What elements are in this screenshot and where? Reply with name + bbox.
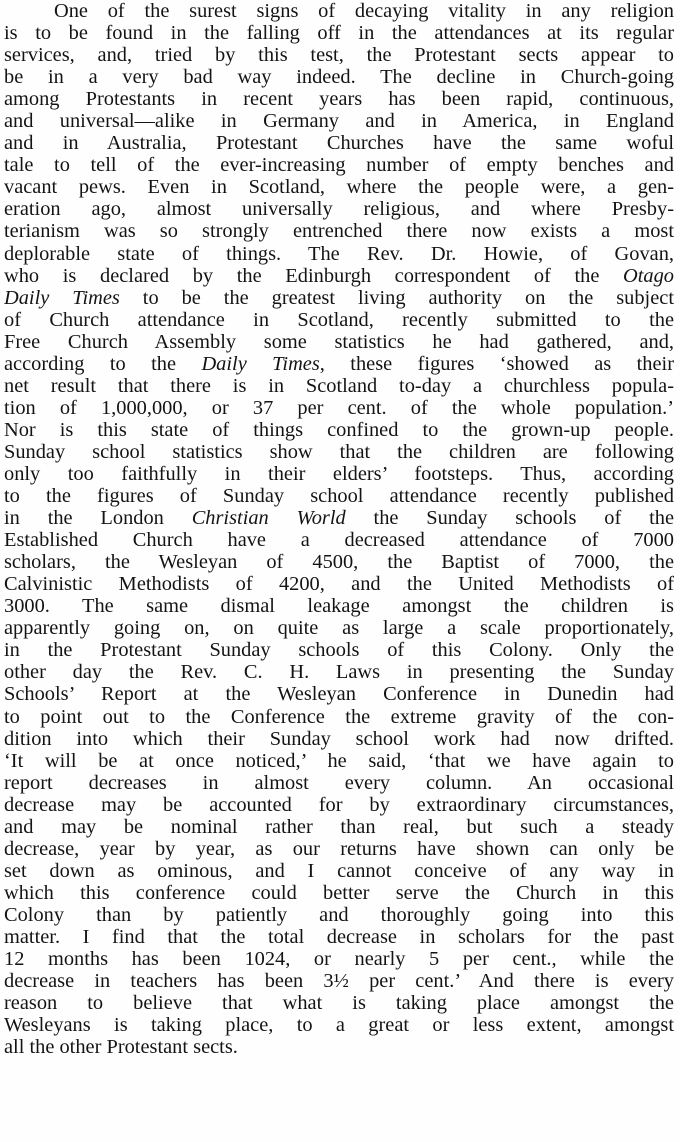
text-segment: to point out to the Conference the extreme gravity of the con- xyxy=(4,705,674,728)
text-line xyxy=(4,485,674,507)
text-segment: report decreases in almost every column. An occasional xyxy=(4,771,674,794)
text-segment: to the figures of Sunday school attendance recently published xyxy=(4,485,674,508)
text-segment: is to be found in the falling off in the attendances at its regular xyxy=(4,22,674,45)
text-segment: deplorable state of things. The Rev. Dr. Howie, of Govan, xyxy=(4,242,674,265)
text-segment: be in a very bad way indeed. The decline in Church-going xyxy=(4,66,674,89)
text-segment: 3000. The same dismal leakage amongst the children is xyxy=(4,595,674,618)
text-line xyxy=(4,1014,674,1036)
text-segment: the Sunday schools of the xyxy=(345,507,674,530)
text-segment: apparently going on, on quite as large a scale proportionately, xyxy=(4,617,674,640)
text-segment: in the Protestant Sunday schools of this Colony. Only the xyxy=(4,639,674,662)
text-segment: and may be nominal rather than real, but such a steady xyxy=(4,815,674,838)
text-line xyxy=(4,970,674,992)
text-segment: matter. I find that the total decrease in scholars for the past xyxy=(4,925,674,948)
text-line xyxy=(4,110,674,132)
text-segment: decrease in teachers has been 3½ per cent.’ And there is every xyxy=(4,970,674,993)
text-line xyxy=(4,88,674,110)
text-line xyxy=(4,132,674,154)
text-line xyxy=(4,595,674,617)
italic-title: Daily Times xyxy=(4,286,120,309)
text-segment: scholars, the Wesleyan of 4500, the Baptist of 7000, the xyxy=(4,551,674,574)
text-line xyxy=(4,706,674,728)
article-body xyxy=(4,0,674,1058)
text-line xyxy=(4,661,674,683)
text-segment: services, and, tried by this test, the Protestant sects appear to xyxy=(4,44,674,67)
text-line xyxy=(4,772,674,794)
text-line xyxy=(4,816,674,838)
text-segment: Wesleyans is taking place, to a great or less extent, amongst xyxy=(4,1014,674,1037)
text-segment: according to the xyxy=(4,352,202,375)
text-line xyxy=(4,220,674,242)
text-line xyxy=(4,287,674,309)
text-line xyxy=(4,463,674,485)
text-line xyxy=(4,926,674,948)
text-segment: decrease may be accounted for by extraordinary circumstances, xyxy=(4,793,674,816)
text-segment: reason to believe that what is taking place amongst the xyxy=(4,992,674,1015)
text-segment: ‘It will be at once noticed,’ he said, ‘that we have again to xyxy=(4,749,674,772)
text-line xyxy=(4,176,674,198)
text-line xyxy=(4,728,674,750)
text-segment: and universal—alike in Germany and in America, in England xyxy=(4,110,674,133)
text-segment: only too faithfully in their elders’ footsteps. Thus, according xyxy=(4,462,674,485)
text-line xyxy=(4,375,674,397)
text-segment: all the other Protestant sects. xyxy=(4,1036,238,1059)
text-segment: Calvinistic Methodists of 4200, and the United Methodists of xyxy=(4,573,674,596)
text-line xyxy=(4,529,674,551)
text-line xyxy=(4,860,674,882)
text-line xyxy=(4,331,674,353)
text-line xyxy=(4,838,674,860)
text-line xyxy=(4,154,674,176)
text-segment: vacant pews. Even in Scotland, where the people were, a gen- xyxy=(4,176,674,199)
italic-title: Christian World xyxy=(191,507,346,530)
text-segment: Free Church Assembly some statistics he had gathered, and, xyxy=(4,330,674,353)
text-line xyxy=(4,750,674,772)
text-line xyxy=(4,0,674,22)
text-segment: to be the greatest living authority on the subject xyxy=(119,286,674,309)
text-segment: Nor is this state of things confined to the grown-up people. xyxy=(4,418,674,441)
text-segment: tion of 1,000,000, or 37 per cent. of the whole population.’ xyxy=(4,396,674,419)
text-line xyxy=(4,992,674,1014)
text-segment: decrease, year by year, as our returns have shown can only be xyxy=(4,837,674,860)
text-segment: and in Australia, Protestant Churches have the same woful xyxy=(4,132,674,155)
text-line xyxy=(4,198,674,220)
text-line xyxy=(4,353,674,375)
text-line xyxy=(4,683,674,705)
text-line xyxy=(4,22,674,44)
text-line xyxy=(4,309,674,331)
text-line xyxy=(4,507,674,529)
text-line xyxy=(4,617,674,639)
text-segment: terianism was so strongly entrenched there now exists a most xyxy=(4,220,674,243)
text-segment: set down as ominous, and I cannot conceive of any way in xyxy=(4,859,674,882)
text-segment: Established Church have a decreased attendance of 7000 xyxy=(4,529,674,552)
text-line xyxy=(4,419,674,441)
text-segment: other day the Rev. C. H. Laws in presenting the Sunday xyxy=(4,661,674,684)
text-line xyxy=(4,265,674,287)
text-line xyxy=(4,794,674,816)
text-segment: which this conference could better serve the Church in this xyxy=(4,881,674,904)
text-line xyxy=(4,639,674,661)
text-segment: 12 months has been 1024, or nearly 5 per cent., while the xyxy=(4,948,674,971)
text-segment: who is declared by the Edinburgh correspondent of the xyxy=(4,264,624,287)
italic-title: Otago xyxy=(623,264,674,287)
text-line xyxy=(4,882,674,904)
text-line xyxy=(4,243,674,265)
text-segment: in the London xyxy=(4,507,192,530)
text-line xyxy=(4,397,674,419)
text-line xyxy=(4,1036,674,1058)
text-segment: tale to tell of the ever-increasing number of empty benches and xyxy=(4,154,674,177)
text-line xyxy=(4,573,674,595)
text-segment: of Church attendance in Scotland, recently submitted to the xyxy=(4,308,674,331)
text-segment: eration ago, almost universally religious, and where Presby- xyxy=(4,198,674,221)
text-segment: Colony than by patiently and thoroughly going into this xyxy=(4,903,674,926)
text-segment: One of the surest signs of decaying vitality in any religion xyxy=(54,0,674,22)
text-segment: net result that there is in Scotland to-day a churchless popula- xyxy=(4,374,674,397)
text-line xyxy=(4,551,674,573)
text-segment: , these figures ‘showed as their xyxy=(319,352,674,375)
text-segment: Sunday school statistics show that the children are following xyxy=(4,440,674,463)
text-line xyxy=(4,44,674,66)
text-line xyxy=(4,66,674,88)
text-line xyxy=(4,948,674,970)
text-line xyxy=(4,441,674,463)
italic-title: Daily Times xyxy=(201,352,320,375)
text-line xyxy=(4,904,674,926)
text-segment: among Protestants in recent years has been rapid, continuous, xyxy=(4,88,674,111)
text-segment: Schools’ Report at the Wesleyan Conference in Dunedin had xyxy=(4,683,674,706)
text-segment: dition into which their Sunday school work had now drifted. xyxy=(4,727,674,750)
